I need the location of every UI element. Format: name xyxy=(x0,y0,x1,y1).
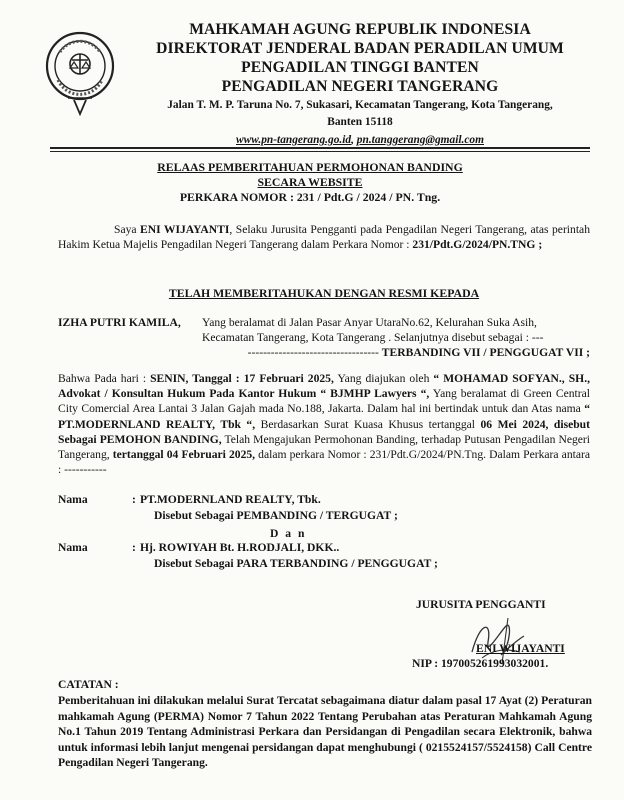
recipient-role-line xyxy=(202,345,590,360)
website-link[interactable]: www.pn-tangerang.go.id xyxy=(236,134,352,146)
signature-nip: NIP : 197005261993032001. xyxy=(412,657,549,670)
intro-paragraph xyxy=(58,222,590,252)
party-2-value: Hj. ROWIYAH Bt. H.RODJALI, DKK.. xyxy=(140,541,340,554)
letterhead-address-1: Jalan T. M. P. Taruna No. 7, Sukasari, Kecamatan Tangerang, Kota Tangerang, xyxy=(167,99,553,111)
case-number-value: : 231 / Pdt.G / 2024 / PN. Tng. xyxy=(287,190,441,204)
party-connector: D a n xyxy=(270,527,307,540)
email-link[interactable]: pn.tanggerang@gmail.com xyxy=(356,134,484,146)
intro-text-1: Saya xyxy=(114,223,141,236)
body-text-3: Yang beralamat di Green Central City Comercial Area Lantai 3 Jalan Gajah mada No.188, Jakarta. Dalam hal ini bertindak untuk dan Atas nama xyxy=(58,387,590,416)
body-verdict-date: tertanggal 04 Februari 2025, xyxy=(112,448,256,462)
contact-separator: , xyxy=(351,134,357,146)
notice-heading: TELAH MEMBERITAHUKAN DENGAN RESMI KEPADA xyxy=(168,286,480,300)
body-paragraph xyxy=(58,371,590,477)
recipient-role: TERBANDING VII / PENGGUGAT VII ; xyxy=(381,346,590,360)
document-title xyxy=(100,160,520,205)
note-text: Pemberitahuan ini dilakukan melalui Surat Tercatat sebagaimana diatur dalam pasal 17 Ayat (2) Peraturan mahkamah Agung (PERMA) Nomor 7 Tahun 2022 Tentang Perubahan atas Peraturan Mahkamah Agung No.1 Tahun 2019 Tentang Administrasi Perkara dan Persidangan di Pengadilan secara Elektronik, bahwa untuk informasi lebih lanjut mengenai persidangan dapat menghubungi ( 0215524157/5524158) Call Centre Pengadilan Negeri Tangerang. xyxy=(58,694,592,770)
body-text-1: Bahwa Pada hari : xyxy=(58,372,151,385)
party-1-role: Disebut Sebagai PEMBANDING / TERGUGAT ; xyxy=(154,509,398,522)
body-company: “ PT.MODERNLAND REALTY, Tbk “, xyxy=(58,402,590,431)
court-seal-logo xyxy=(44,28,116,118)
letterhead-contact xyxy=(110,132,610,148)
letterhead-rule-thin xyxy=(50,151,590,152)
recipient-address: Yang beralamat di Jalan Pasar Anyar UtaraNo.62, Kelurahan Suka Asih, Kecamatan Tangerang, Kota Tangerang . Selanjutnya disebut sebagai : --- xyxy=(202,316,544,345)
title-line-2: SECARA WEBSITE xyxy=(257,175,363,189)
title-line-1: RELAAS PEMBERITAHUAN PERMOHONAN BANDING xyxy=(157,160,463,174)
bailiff-name: ENI WIJAYANTI xyxy=(140,223,230,236)
case-number-label: PERKARA NOMOR xyxy=(179,190,287,204)
party-2-role: Disebut Sebagai PARA TERBANDING / PENGGUGAT ; xyxy=(154,557,438,570)
body-text-5: Telah Mengajukan Permohonan Banding, terhadap Putusan Pengadilan Negeri Tangerang, xyxy=(58,432,590,462)
party-1-value: PT.MODERNLAND REALTY, Tbk. xyxy=(140,493,321,506)
letterhead-line-1: MAHKAMAH AGUNG REPUBLIK INDONESIA xyxy=(189,21,531,38)
letterhead-line-4: PENGADILAN NEGERI TANGERANG xyxy=(221,78,499,95)
body-date: SENIN, Tanggal : 17 Februari 2025, xyxy=(150,372,334,385)
party-2-sep: : xyxy=(132,541,136,554)
case-number xyxy=(100,190,520,205)
letterhead xyxy=(110,20,610,148)
letterhead-line-3: PENGADILAN TINGGI BANTEN xyxy=(241,59,479,76)
note-label: CATATAN : xyxy=(58,678,119,691)
letterhead-rule-thick xyxy=(50,147,590,149)
signature-title: JURUSITA PENGGANTI xyxy=(416,598,546,611)
body-power-date: 06 Mei 2024, disebut Sebagai PEMOHON BANDING, xyxy=(58,417,590,446)
letterhead-address-2: Banten 15118 xyxy=(327,116,393,128)
intro-text-2: , Selaku Jurusita Pengganti pada Pengadilan Negeri Tangerang, atas perintah Hakim Ketua Majelis Pengadilan Negeri Tangerang dalam Perkara Nomor : xyxy=(58,223,590,252)
recipient-name: IZHA PUTRI KAMILA, xyxy=(58,316,181,329)
body-attorney: “ MOHAMAD SOFYAN., SH., Advokat / Konsultan Hukum Pada Kantor Hukum “ BJMHP Lawyers “, xyxy=(58,372,590,401)
recipient-details xyxy=(202,315,590,361)
recipient-dashes: ---------------------------------- xyxy=(247,346,382,360)
body-text-4: Berdasarkan Surat Kuasa Khusus tertanggal xyxy=(255,417,481,431)
party-1-sep: : xyxy=(132,493,136,506)
party-2-label: Nama xyxy=(58,541,88,554)
party-1-label: Nama xyxy=(58,493,88,506)
letterhead-line-2: DIREKTORAT JENDERAL BADAN PERADILAN UMUM xyxy=(156,40,564,57)
signature-name: ENI WIJAYANTI xyxy=(476,642,565,655)
body-text-6: dalam perkara Nomor : 231/Pdt.G/2024/PN.Tng. Dalam Perkara antara : ----------- xyxy=(58,448,590,477)
body-text-2: Yang diajukan oleh xyxy=(333,372,434,385)
intro-case-number: 231/Pdt.G/2024/PN.TNG ; xyxy=(412,238,543,252)
